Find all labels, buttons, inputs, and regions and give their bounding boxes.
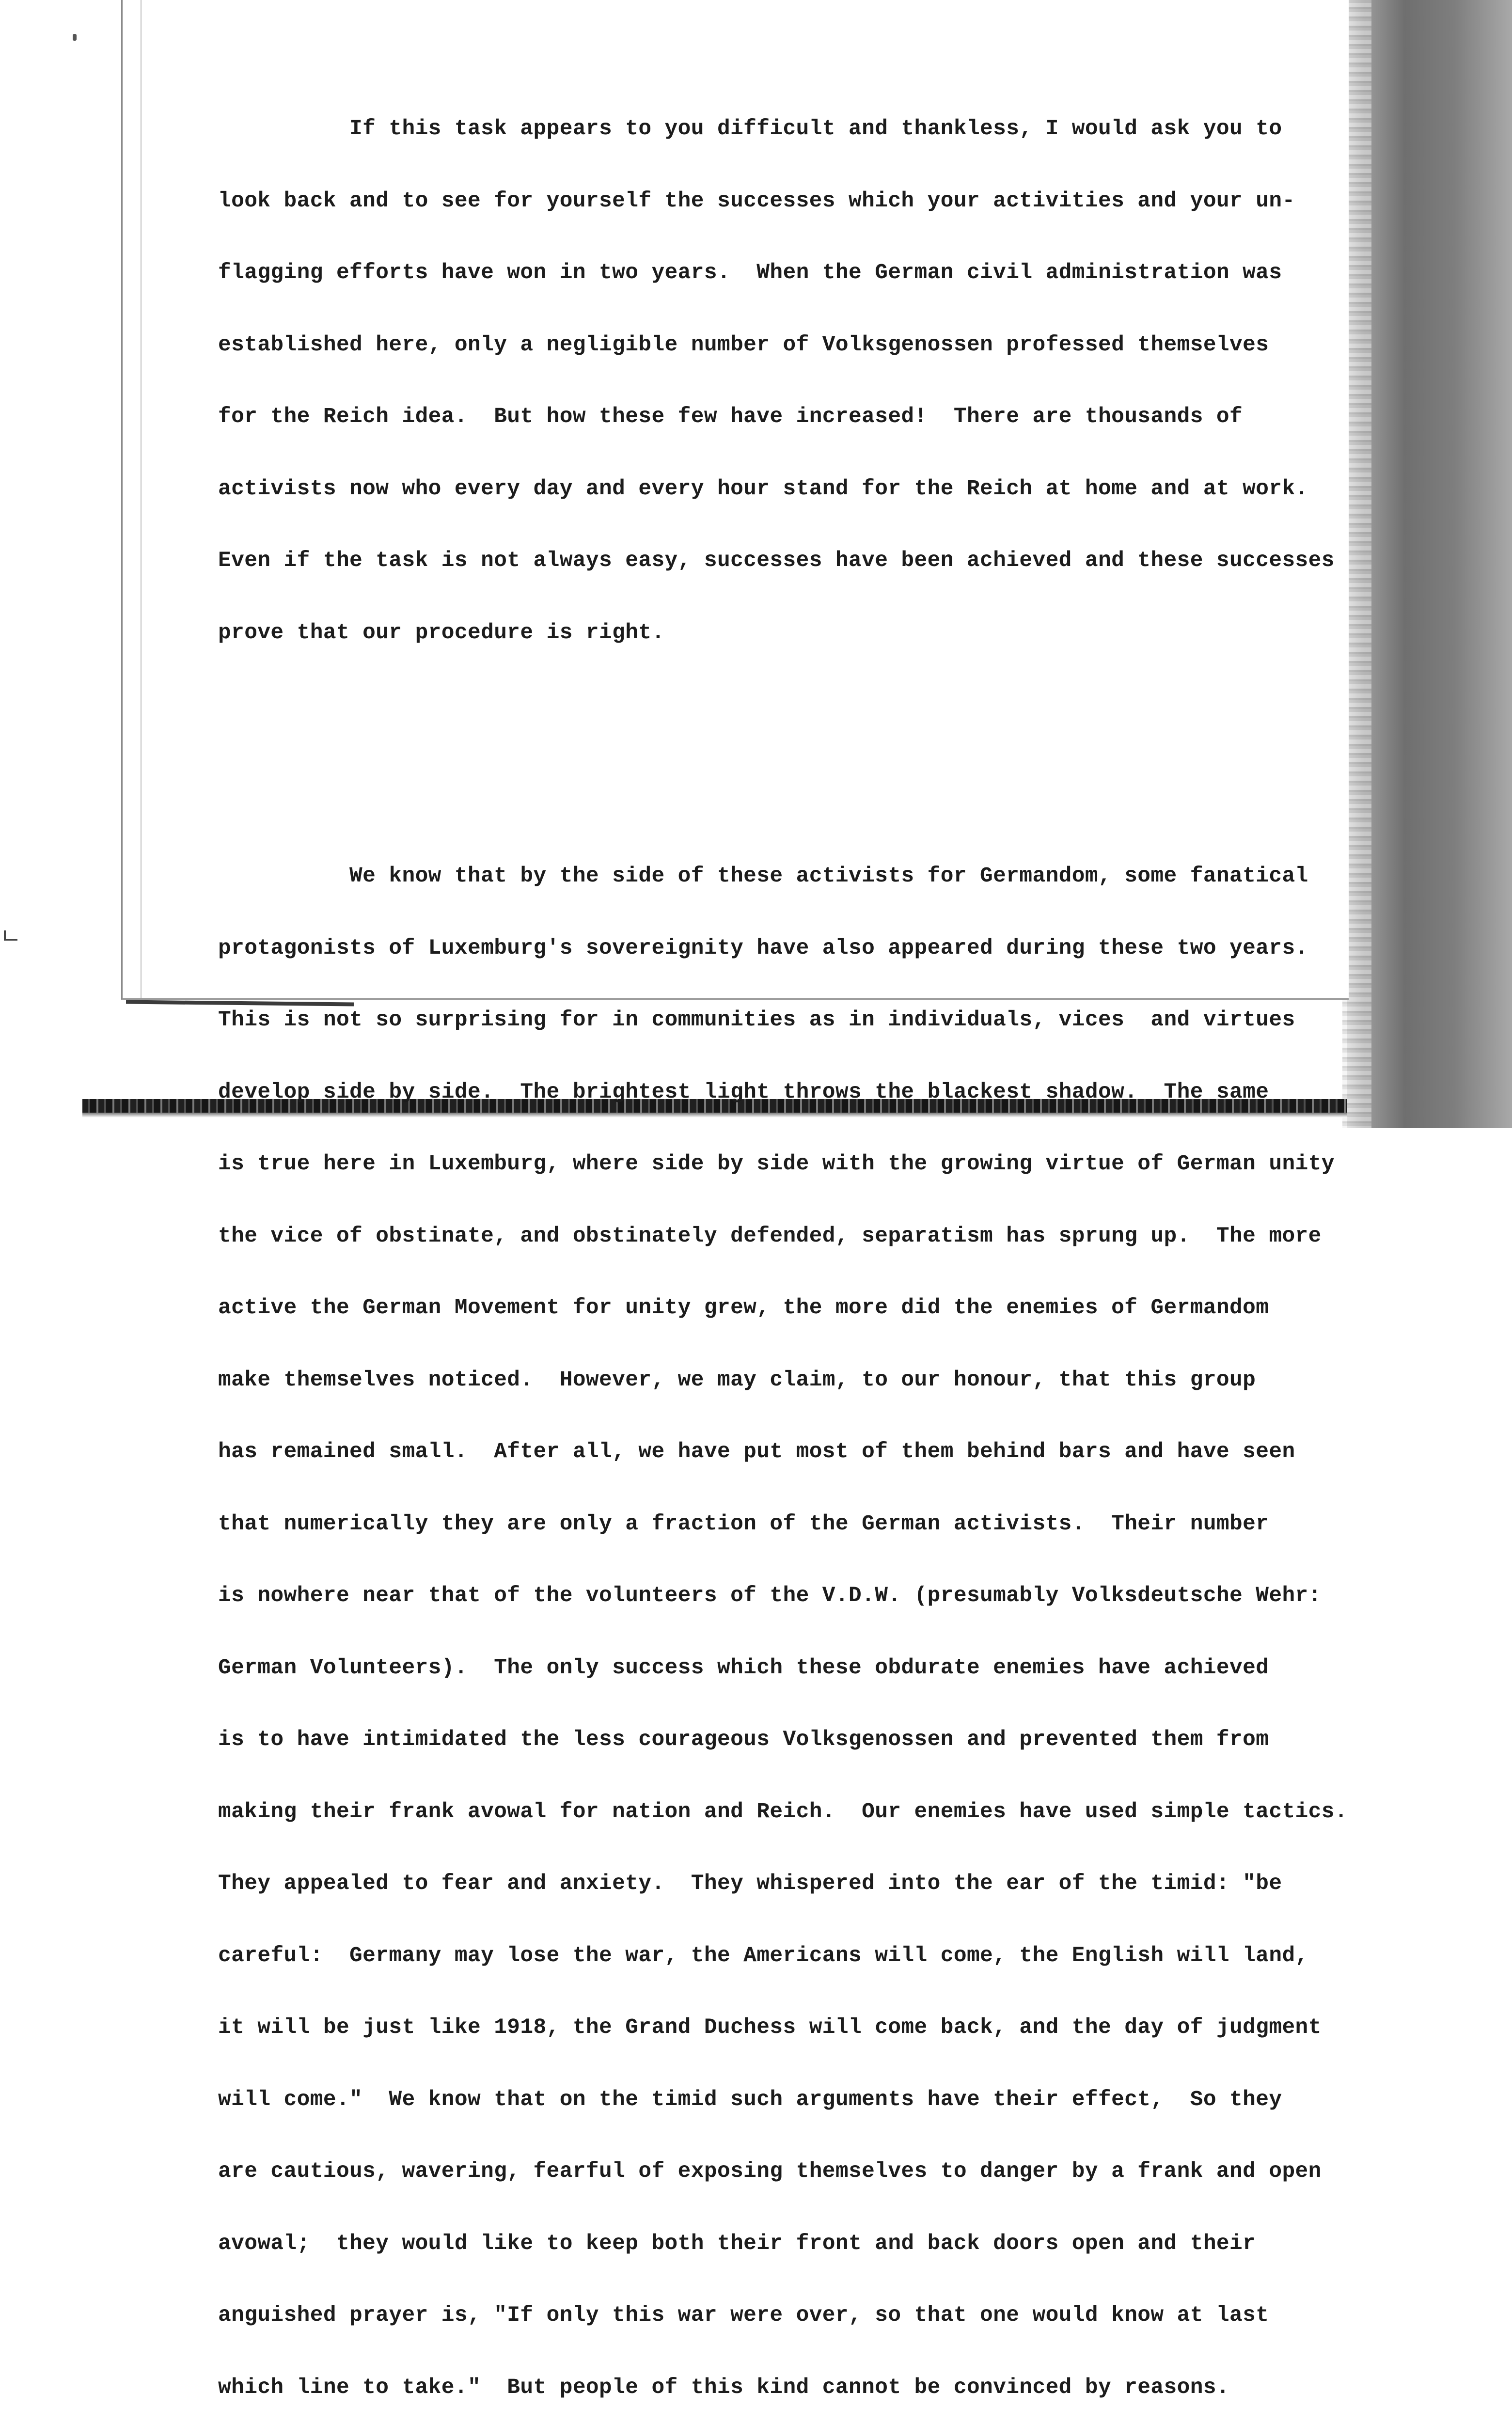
text-line: is to have intimidated the less courageous Volksgenossen and prevented them from xyxy=(218,1728,1269,1752)
text-line: German Volunteers). The only success which these obdurate enemies have achieved xyxy=(218,1655,1269,1680)
text-line: established here, only a negligible number of Volksgenossen professed themselves xyxy=(218,332,1269,357)
text-line: flagging efforts have won in two years. When the German civil administration was xyxy=(218,261,1282,285)
scan-dark-margin xyxy=(1347,0,1512,1128)
text-line: We know that by the side of these activists for Germandom, some fanatical xyxy=(218,864,1308,888)
text-line: anguished prayer is, "If only this war were over, so that one would know at last xyxy=(218,2303,1269,2328)
typed-text-body xyxy=(218,21,1348,2423)
margin-tick-mark xyxy=(4,930,6,940)
text-line: is true here in Luxemburg, where side by side with the growing virtue of German unity xyxy=(218,1152,1335,1176)
text-line: making their frank avowal for nation and Reich. Our enemies have used simple tactics. xyxy=(218,1799,1348,1824)
text-line: active the German Movement for unity grew, the more did the enemies of Germandom xyxy=(218,1296,1269,1320)
text-line: that numerically they are only a fraction of the German activists. Their number xyxy=(218,1511,1269,1536)
text-line: for the Reich idea. But how these few have increased! There are thousands of xyxy=(218,405,1243,429)
text-line: If this task appears to you difficult and thankless, I would ask you to xyxy=(218,117,1282,141)
text-line: develop side by side. The brightest light throws the blackest shadow. The same xyxy=(218,1080,1269,1104)
paragraph-1 xyxy=(218,69,1333,693)
text-line: Even if the task is not always easy, successes have been achieved and these successes xyxy=(218,549,1335,573)
text-line: look back and to see for yourself the successes which your activities and your un- xyxy=(218,189,1295,213)
text-line: make themselves noticed. However, we may claim, to our honour, that this group xyxy=(218,1368,1256,1392)
text-line: is nowhere near that of the volunteers of the V.D.W. (presumably Volksdeutsche Wehr: xyxy=(218,1584,1322,1608)
text-line: the vice of obstinate, and obstinately defended, separatism has sprung up. The more xyxy=(218,1224,1322,1248)
paragraph-spacer xyxy=(218,741,1333,769)
text-line: will come." We know that on the timid such arguments have their effect, So they xyxy=(218,2087,1282,2112)
margin-tick-mark-horizontal xyxy=(4,939,17,941)
text-line: prove that our procedure is right. xyxy=(218,620,665,645)
sheet-inner-edge xyxy=(141,0,142,998)
text-line: careful: Germany may lose the war, the Americans will come, the English will land, xyxy=(218,1943,1308,1968)
text-line: They appealed to fear and anxiety. They whispered into the ear of the timid: "be xyxy=(218,1872,1282,1896)
text-line: protagonists of Luxemburg's sovereignity have also appeared during these two years. xyxy=(218,936,1308,960)
text-line: avowal; they would like to keep both their front and back doors open and their xyxy=(218,2231,1256,2256)
text-line: which line to take." But people of this kind cannot be convinced by reasons. xyxy=(218,2375,1230,2400)
ink-speck xyxy=(73,34,77,41)
text-line: This is not so surprising for in communities as in individuals, vices and virtues xyxy=(218,1008,1295,1032)
text-line: has remained small. After all, we have put most of them behind bars and have seen xyxy=(218,1440,1295,1464)
paragraph-2 xyxy=(218,817,1348,2423)
text-line: it will be just like 1918, the Grand Duchess will come back, and the day of judgment xyxy=(218,2015,1322,2040)
text-line: activists now who every day and every hour stand for the Reich at home and at work. xyxy=(218,476,1308,501)
text-line: are cautious, wavering, fearful of exposing themselves to danger by a frank and open xyxy=(218,2159,1322,2184)
